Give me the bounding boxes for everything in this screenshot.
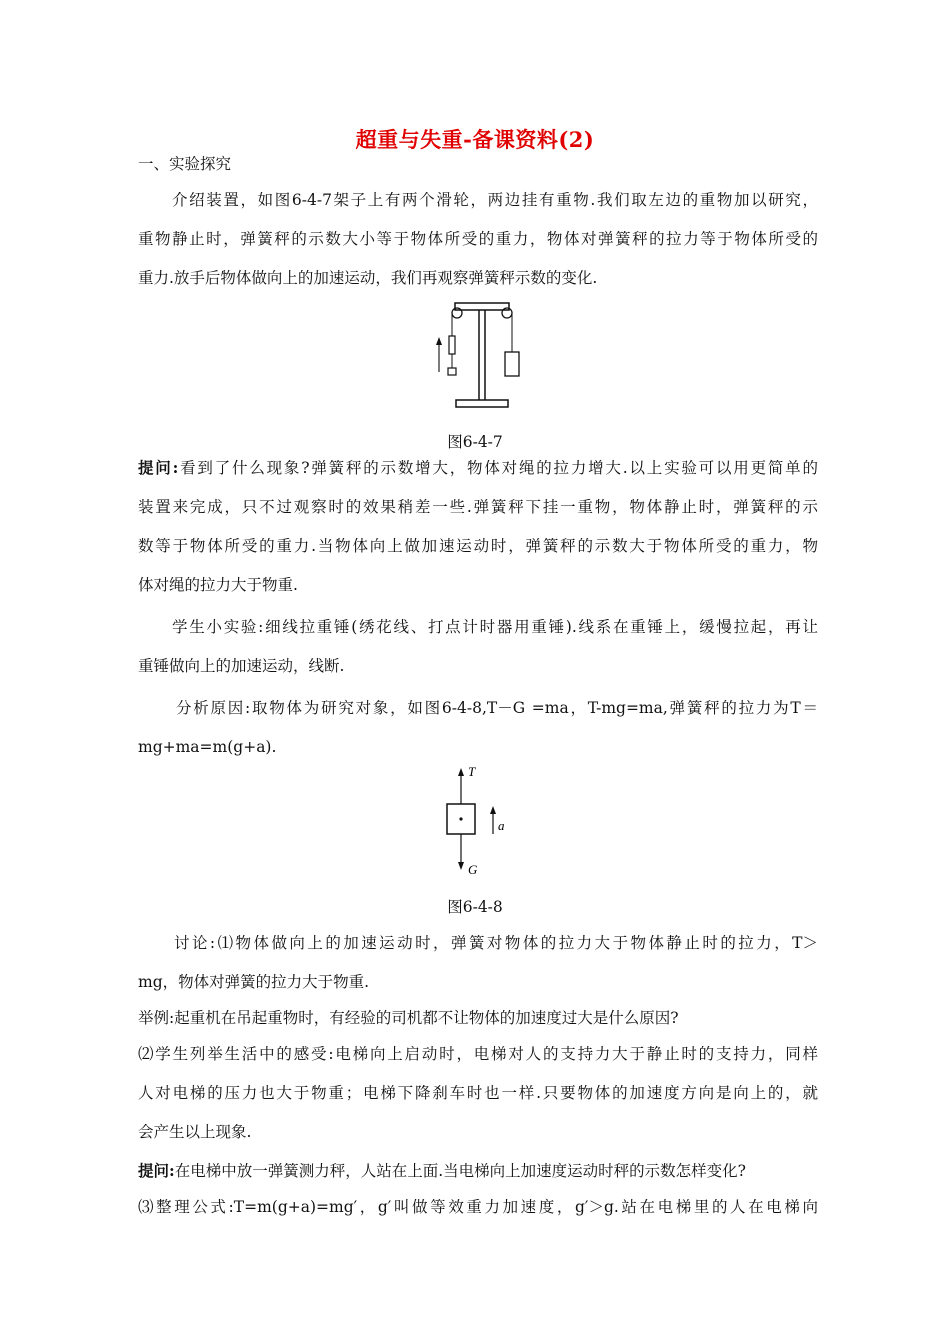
paragraph-line: 分析原因:取物体为研究对象，如图6-4-8,T－G =ma，T-mg=ma,弹簧秤的拉力为T＝ [176, 699, 818, 717]
paragraph-line: 体对绳的拉力大于物重. [138, 576, 298, 594]
tension-label: T [468, 764, 476, 779]
question-text: 在电梯中放一弹簧测力秤，人站在上面.当电梯向上加速度运动时秤的示数怎样变化? [174, 1162, 746, 1180]
pulley-apparatus-figure [430, 296, 540, 418]
question-line [138, 1160, 818, 1182]
paragraph-line: mg，物体对弹簧的拉力大于物重. [138, 973, 370, 991]
paragraph-line: 介绍装置，如图6-4-7架子上有两个滑轮，两边挂有重物.我们取左边的重物加以研究， [172, 191, 818, 209]
acceleration-label: a [498, 818, 505, 833]
paragraph-line: 重物静止时，弹簧秤的示数大小等于物体所受的重力，物体对弹簧秤的拉力等于物体所受的 [138, 230, 818, 248]
figure-caption: 图6-4-8 [447, 898, 503, 916]
document-title: 超重与失重-备课资料(2) [355, 127, 595, 152]
question-label: 提问: [138, 1161, 175, 1180]
paragraph-line: ⑵学生列举生活中的感受:电梯向上启动时，电梯对人的支持力大于静止时的支持力，同样 [138, 1045, 818, 1063]
paragraph-line: ⑶整理公式:T=m(g+a)=mg′，g′叫做等效重力加速度，g′＞g.站在电梯里的人在电梯向 [138, 1198, 818, 1216]
section-heading: 一、实验探究 [138, 155, 232, 173]
figure-caption: 图6-4-7 [447, 433, 503, 451]
paragraph-line: 学生小实验:细线拉重锤(绣花线、打点计时器用重锤).线系在重锤上，缓慢拉起，再让 [172, 618, 818, 636]
force-diagram-figure [436, 762, 516, 884]
paragraph-line: 重力.放手后物体做向上的加速运动，我们再观察弹簧秤示数的变化. [138, 269, 598, 287]
paragraph-line: 讨论:⑴物体做向上的加速运动时，弹簧对物体的拉力大于物体静止时的拉力，T＞ [174, 934, 818, 952]
paragraph-line: mg+ma=m(g+a). [138, 738, 277, 756]
paragraph-line: 重锤做向上的加速运动，线断. [138, 657, 345, 675]
question-text: 看到了什么现象?弹簧秤的示数增大，物体对绳的拉力增大.以上实验可以用更简单的 [178, 459, 818, 477]
paragraph-line: 人对电梯的压力也大于物重；电梯下降刹车时也一样.只要物体的加速度方向是向上的，就 [138, 1084, 818, 1102]
paragraph-line: 会产生以上现象. [138, 1123, 252, 1141]
paragraph-line: 装置来完成，只不过观察时的效果稍差一些.弹簧秤下挂一重物，物体静止时，弹簧秤的示 [138, 498, 818, 516]
paragraph-line: 数等于物体所受的重力.当物体向上做加速运动时，弹簧秤的示数大于物体所受的重力，物 [138, 537, 818, 555]
question-label: 提问: [138, 458, 179, 477]
gravity-label: G [468, 862, 478, 877]
paragraph-line: 举例:起重机在吊起重物时，有经验的司机都不让物体的加速度过大是什么原因? [138, 1009, 679, 1027]
question-line [138, 457, 818, 479]
